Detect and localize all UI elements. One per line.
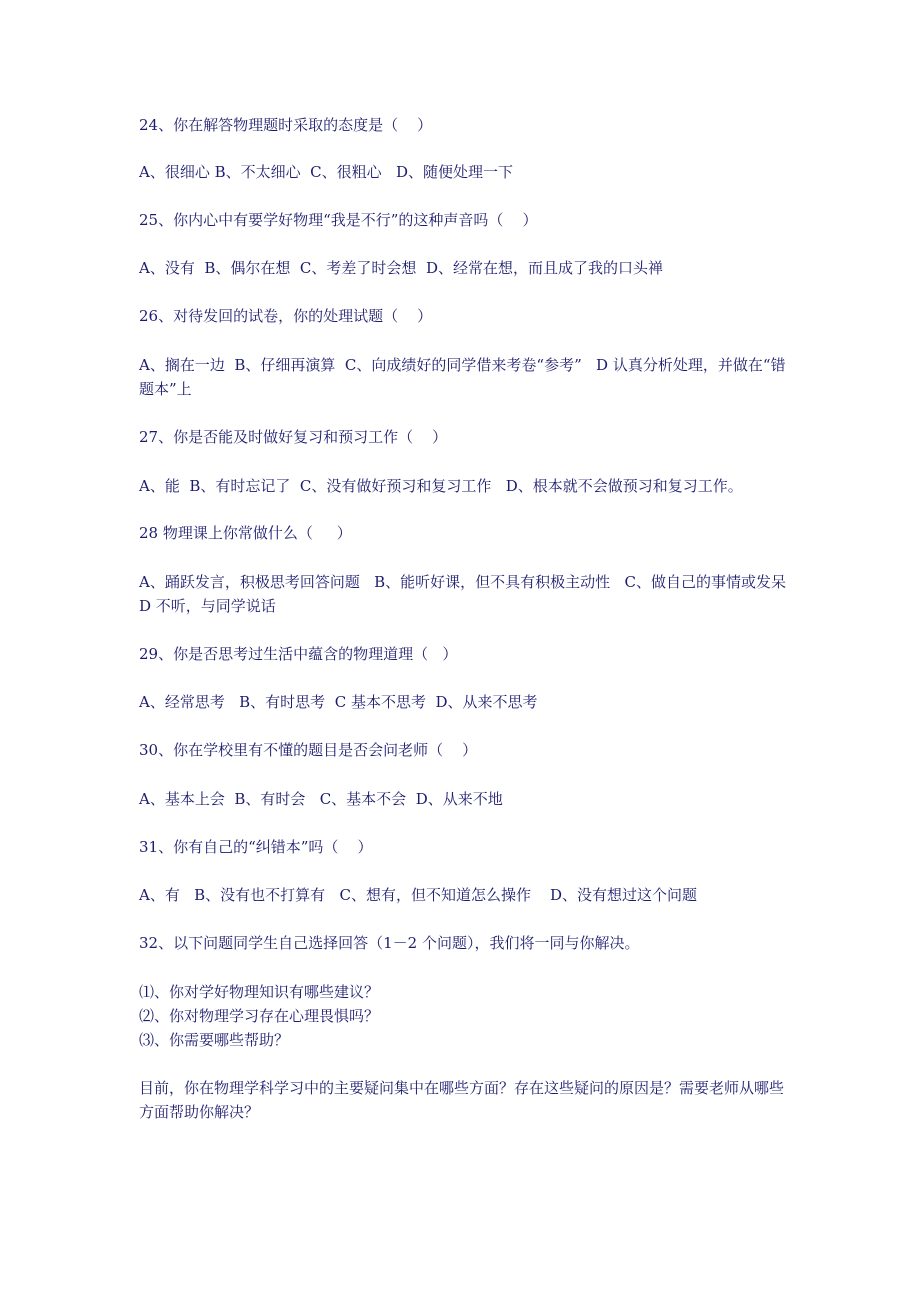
question-24: 24、你在解答物理题时采取的态度是（ ） — [139, 116, 433, 134]
question-25: 25、你内心中有要学好物理“我是不行”的这种声音吗（ ） — [139, 211, 538, 229]
options-26: A、搁在一边 B、仔细再演算 C、向成绩好的同学借来考卷“参考” D 认真分析处理，并做在“错题本”上 — [139, 356, 786, 398]
options-24: A、很细心 B、不太细心 C、很粗心 D、随便处理一下 — [139, 163, 513, 181]
question-26: 26、对待发回的试卷，你的处理试题（ ） — [139, 307, 433, 325]
question-29: 29、你是否思考过生活中蕴含的物理道理（ ） — [139, 645, 458, 663]
sub-question-1: ⑴、你对学好物理知识有哪些建议？ — [139, 983, 380, 1001]
question-28: 28 物理课上你常做什么（ ） — [139, 524, 352, 542]
sub-question-3: ⑶、你需要哪些帮助？ — [139, 1031, 290, 1049]
closing-question: 目前，你在物理学科学习中的主要疑问集中在哪些方面？存在这些疑问的原因是？需要老师从哪些方面帮助你解决？ — [139, 1079, 785, 1121]
options-30: A、基本上会 B、有时会 C、基本不会 D、从来不地 — [139, 790, 503, 808]
question-31: 31、你有自己的“纠错本”吗（ ） — [139, 838, 373, 856]
options-27: A、能 B、有时忘记了 C、没有做好预习和复习工作 D、根本就不会做预习和复习工作。 — [139, 477, 743, 495]
options-31: A、有 B、没有也不打算有 C、想有，但不知道怎么操作 D、没有想过这个问题 — [139, 886, 698, 904]
options-28: A、踊跃发言，积极思考回答问题 B、能听好课，但不具有积极主动性 C、做自己的事情或发呆 D 不听，与同学说话 — [139, 573, 796, 615]
question-27: 27、你是否能及时做好复习和预习工作（ ） — [139, 428, 448, 446]
question-30: 30、你在学校里有不懂的题目是否会问老师（ ） — [139, 741, 478, 759]
options-25: A、没有 B、偶尔在想 C、考差了时会想 D、经常在想，而且成了我的口头禅 — [139, 259, 663, 277]
sub-question-2: ⑵、你对物理学习存在心理畏惧吗？ — [139, 1007, 380, 1025]
options-29: A、经常思考 B、有时思考 C 基本不思考 D、从来不思考 — [139, 693, 538, 711]
question-32: 32、以下问题同学生自己选择回答（1－2 个问题），我们将一同与你解决。 — [139, 934, 640, 952]
